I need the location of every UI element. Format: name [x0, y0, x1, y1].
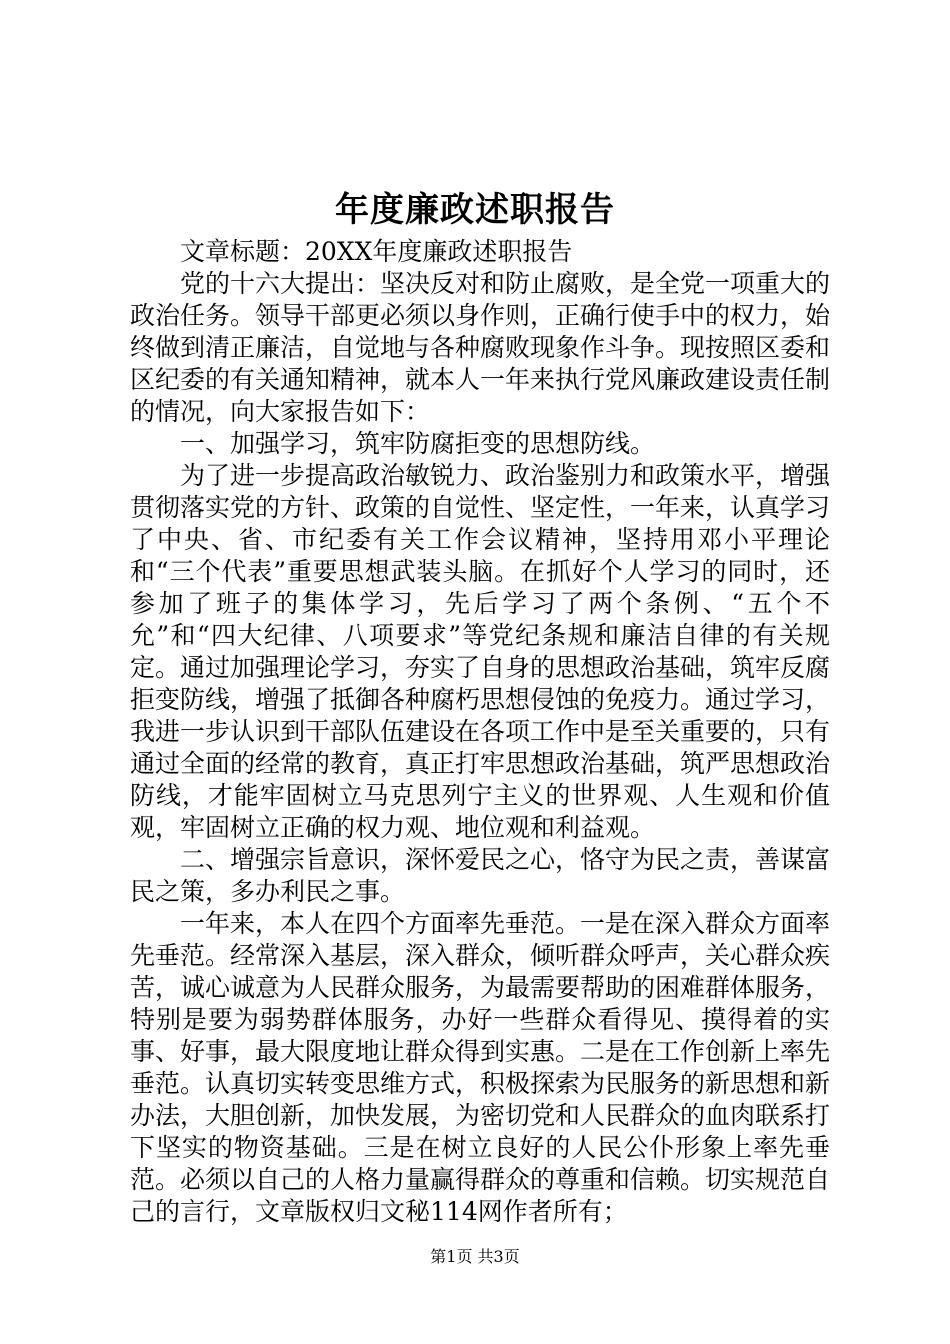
- section-2-paragraph: 一年来，本人在四个方面率先垂范。一是在深入群众方面率先垂范。经常深入基层，深入群众，倾听群众呼声，关心群众疾苦，诚心诚意为人民群众服务，为最需要帮助的困难群体服务，特别是要为弱势群体服务，办好一些群众看得见、摸得着的实事、好事，最大限度地让群众得到实惠。二是在工作创新上率先垂范。认真切实转变思维方式，积极探索为民服务的新思想和新办法，大胆创新，加快发展，为密切党和人民群众的血肉联系打下坚实的物资基础。三是在树立良好的人民公仆形象上率先垂范。必须以自己的人格力量赢得群众的尊重和信赖。切实规范自己的言行，文章版权归文秘114网作者所有；: [130, 909, 831, 1226]
- page-title: 年度廉政述职报告: [335, 190, 615, 230]
- section-1-paragraph: 为了进一步提高政治敏锐力、政治鉴别力和政策水平，增强贯彻落实党的方针、政策的自觉性、坚定性，一年来，认真学习了中央、省、市纪委有关工作会议精神，坚持用邓小平理论和“三个代表”重要思想武装头脑。在抓好个人学习的同时，还参加了班子的集体学习，先后学习了两个条例、“五个不允”和“四大纪律、八项要求”等党纪条规和廉洁自律的有关规定。通过加强理论学习，夯实了自身的思想政治基础，筑牢反腐拒变防线，增强了抵御各种腐朽思想侵蚀的免疫力。通过学习，我进一步认识到干部队伍建设在各项工作中是至关重要的，只有通过全面的经常的教育，真正打牢思想政治基础，筑严思想政治防线，才能牢固树立马克思列宁主义的世界观、人生观和价值观，牢固树立正确的权力观、地位观和利益观。: [130, 461, 831, 842]
- section-heading-1: 一、加强学习，筑牢防腐拒变的思想防线。: [180, 429, 656, 458]
- document-body: [130, 236, 830, 1228]
- section-heading-2: 二、增强宗旨意识，深怀爱民之心，恪守为民之责，善谋富民之策，多办利民之事。: [130, 845, 831, 906]
- intro-paragraph: 党的十六大提出：坚决反对和防止腐败，是全党一项重大的政治任务。领导干部更必须以身作则，正确行使手中的权力，始终做到清正廉洁，自觉地与各种腐败现象作斗争。现按照区委和区纪委的有关通知精神，就本人一年来执行党风廉政建设责任制的情况，向大家报告如下：: [130, 269, 831, 426]
- page-footer: 第1页 共3页: [430, 1247, 520, 1266]
- article-title-line: 文章标题：20XX年度廉政述职报告: [180, 237, 573, 266]
